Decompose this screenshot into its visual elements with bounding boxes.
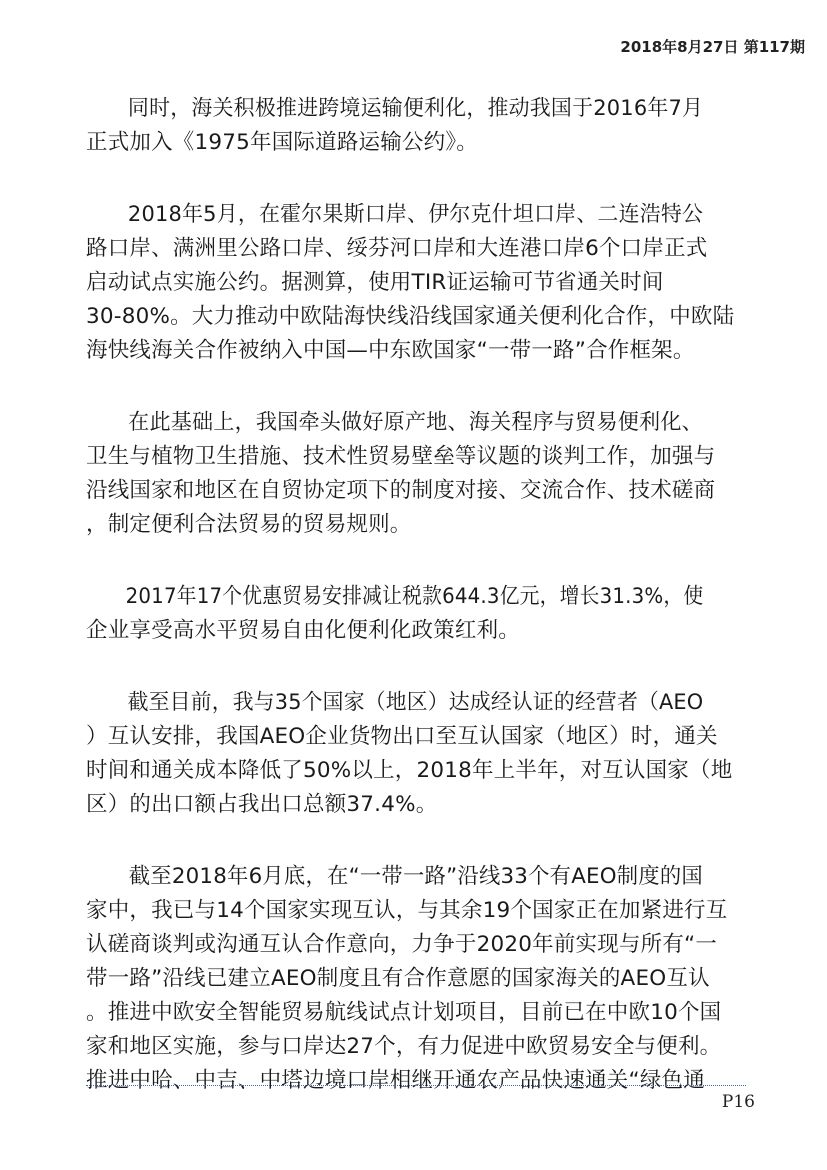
paragraph-line: 2017年17个优惠贸易安排减让税款644.3亿元，增长31.3%，使 [125,584,704,609]
paragraph-line: ，制定便利合法贸易的贸易规则。 [86,512,412,537]
paragraph-line: 时间和通关成本降低了50%以上，2018年上半年，对互认国家（地 [86,758,733,783]
article-body [86,92,746,1136]
page-number: P16 [721,1092,755,1112]
issue-header: 2018年8月27日 第117期 [620,38,805,56]
paragraph-line: 截至目前，我与35个国家（地区）达成经认证的经营者（AEO [127,690,704,715]
paragraph-line: 路口岸、满洲里公路口岸、绥芬河口岸和大连港口岸6个口岸正式 [86,236,708,261]
paragraph-line: 家中，我已与14个国家实现互认，与其余19个国家正在加紧进行互 [86,898,728,923]
paragraph-line: 同时，海关积极推进跨境运输便利化，推动我国于2016年7月 [127,96,704,121]
paragraph-line: 正式加入《1975年国际道路运输公约》。 [86,130,478,155]
paragraph [86,198,746,368]
paragraph-line: 。推进中欧安全智能贸易航线试点计划项目，目前已在中欧10个国 [86,1000,722,1025]
paragraph-line: 家和地区实施，参与口岸达27个，有力促进中欧贸易安全与便利。 [86,1034,722,1059]
paragraph [86,686,746,822]
paragraph [86,406,746,542]
paragraph [86,580,746,648]
paragraph-line: 截至2018年6月底，在“一带一路”沿线33个有AEO制度的国 [128,864,703,889]
footer-divider [86,1085,746,1086]
paragraph-line: 沿线国家和地区在自贸协定项下的制度对接、交流合作、技术磋商 [86,478,716,503]
paragraph-line: 区）的出口额占我出口总额37.4%。 [86,792,438,817]
paragraph [86,860,746,1098]
paragraph-line: 启动试点实施公约。据测算，使用TIR证运输可节省通关时间 [86,270,664,295]
paragraph-line: 海快线海关合作被纳入中国—中东欧国家“一带一路”合作框架。 [86,338,695,363]
paragraph-line: 企业享受高水平贸易自由化便利化政策红利。 [86,618,521,643]
paragraph-line: 在此基础上，我国牵头做好原产地、海关程序与贸易便利化、 [128,410,703,435]
paragraph-line: ）互认安排，我国AEO企业货物出口至互认国家（地区）时，通关 [86,724,718,749]
paragraph [86,92,746,160]
paragraph-line: 带一路”沿线已建立AEO制度且有合作意愿的国家海关的AEO互认 [86,966,710,991]
paragraph-line: 2018年5月，在霍尔果斯口岸、伊尔克什坦口岸、二连浩特公 [127,202,704,227]
paragraph-line: 30-80%。大力推动中欧陆海快线沿线国家通关便利化合作，中欧陆 [86,304,735,329]
paragraph-line: 推进中哈、中吉、中塔边境口岸相继开通农产品快速通关“绿色通 [86,1068,705,1093]
paragraph-line: 认磋商谈判或沟通互认合作意向，力争于2020年前实现与所有“一 [86,932,718,957]
paragraph-line: 卫生与植物卫生措施、技术性贸易壁垒等议题的谈判工作，加强与 [86,444,716,469]
